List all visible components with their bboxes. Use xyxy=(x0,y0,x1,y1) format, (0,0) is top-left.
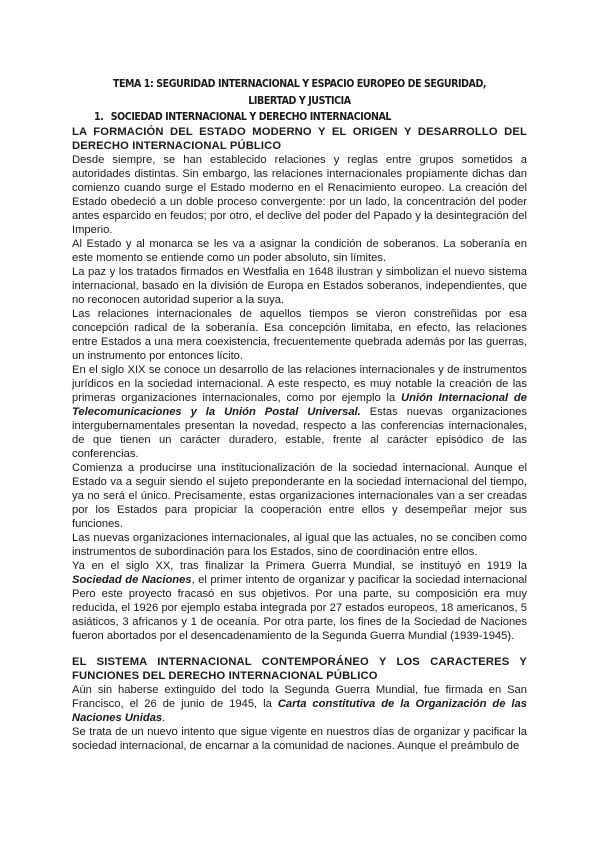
paragraph-text: , el primer intento de organizar y pacificar la sociedad internacional Pero este proyecto fracasó en sus objetivos. Por una parte, su composición era muy reducida, el 1926 por ejemplo estaba integrada por 27 estados europeos, 18 americanos, 5 asiáticos, 3 africanos y 1 de oceanía. Por otra parte, los fines de la Sociedad de Naciones fueron abortados por el desencadenamiento de la Segunda Guerra Mundial (1939-1945). xyxy=(72,574,527,642)
section-number: 1. xyxy=(94,112,104,123)
paragraph: Se trata de un nuevo intento que sigue vigente en nuestros días de organizar y pacificar la sociedad internacional, de encarnar a la comunidad de naciones. Aunque el preámbulo de xyxy=(72,726,527,752)
paragraph xyxy=(72,683,527,725)
paragraph-text: . xyxy=(162,712,166,724)
heading-sistema-contemporaneo: EL SISTEMA INTERNACIONAL CONTEMPORÁNEO Y LOS CARACTERES Y FUNCIONES DEL DERECHO INTERNACIONAL PÚBLICO xyxy=(72,656,527,682)
section-label: SOCIEDAD INTERNACIONAL Y DERECHO INTERNACIONAL xyxy=(110,112,392,123)
emphasis-sociedad-naciones: Sociedad de Naciones xyxy=(72,574,192,586)
paragraph: Comienza a producirse una institucionalización de la sociedad internacional. Aunque el Estado va a seguir siendo el sujeto preponderante en la sociedad internacional del tiempo, ya no será el único. Precisamente, estas organizaciones internacionales van a ser creadas por los Estados para propiciar la cooperación entre ellos y desempeñar mejor sus funciones. xyxy=(72,462,527,530)
paragraph-text: Aún sin haberse extinguido del todo la Segunda Guerra Mundial, fue firmada en San Francisco, el 26 de junio de 1945, la xyxy=(72,684,527,710)
paragraph: Las nuevas organizaciones internacionales, al igual que las actuales, no se conciben como instrumentos de subordinación para los Estados, sino de coordinación entre ellos. xyxy=(72,532,527,558)
document-title: TEMA 1: SEGURIDAD INTERNACIONAL Y ESPACIO EUROPEO DE SEGURIDAD, LIBERTAD Y JUSTICIA xyxy=(112,79,487,107)
paragraph-text: En el siglo XIX se conoce un desarrollo de las relaciones internacionales y de instrumentos jurídicos en la sociedad internacional. A este respecto, es muy notable la creación de las primeras organizaciones internacionales, como por ejemplo la xyxy=(72,364,527,404)
paragraph-text: Ya en el siglo XX, tras finalizar la Primera Guerra Mundial, se instituyó en 1919 la xyxy=(72,560,527,572)
section-title xyxy=(94,111,497,125)
paragraph: La paz y los tratados firmados en Westfalia en 1648 ilustran y simbolizan el nuevo sistema internacional, basado en la división de Europa en Estados soberanos, independientes, que no reconocen autoridad superior a la suya. xyxy=(72,266,527,306)
paragraph xyxy=(72,363,527,461)
paragraph xyxy=(72,559,527,643)
paragraph: Desde siempre, se han establecido relaciones y reglas entre grupos sometidos a autoridades distintas. Sin embargo, las relaciones internacionales propiamente dichas dan comienzo cuando surge el Estado moderno en el Renacimiento europeo. La creación del Estado obedeció a un doble proceso convergente: por un lado, la concentración del poder antes esparcido en feudos; por otro, el declive del poder del Papado y la desintegración del Imperio. xyxy=(72,154,527,236)
paragraph-text: Estas nuevas organizaciones intergubernamentales presentan la novedad, respecto a las conferencias internacionales, de que tienen un carácter duradero, estable, frente al carácter episódico de las conferencias. xyxy=(72,406,527,460)
paragraph: Las relaciones internacionales de aquellos tiempos se vieron constreñidas por esa concepción radical de la soberanía. Esa concepción limitaba, en efecto, las relaciones entre Estados a una mera coexistencia, frecuentemente quebrada además por las guerras, un instrumento por entonces lícito. xyxy=(72,308,527,362)
document-page xyxy=(72,76,527,753)
emphasis-carta-onu: Carta constitutiva de la Organización de las Naciones Unidas xyxy=(72,698,527,724)
emphasis-uit-upu: Unión Internacional de Telecomunicaciones y la Unión Postal Universal. xyxy=(72,392,527,418)
paragraph: Al Estado y al monarca se les va a asignar la condición de soberanos. La soberanía en este momento se entiende como un poder absoluto, sin límites. xyxy=(72,238,527,264)
heading-formacion-estado: LA FORMACIÓN DEL ESTADO MODERNO Y EL ORIGEN Y DESARROLLO DEL DERECHO INTERNACIONAL PÚBLICO xyxy=(72,126,527,152)
